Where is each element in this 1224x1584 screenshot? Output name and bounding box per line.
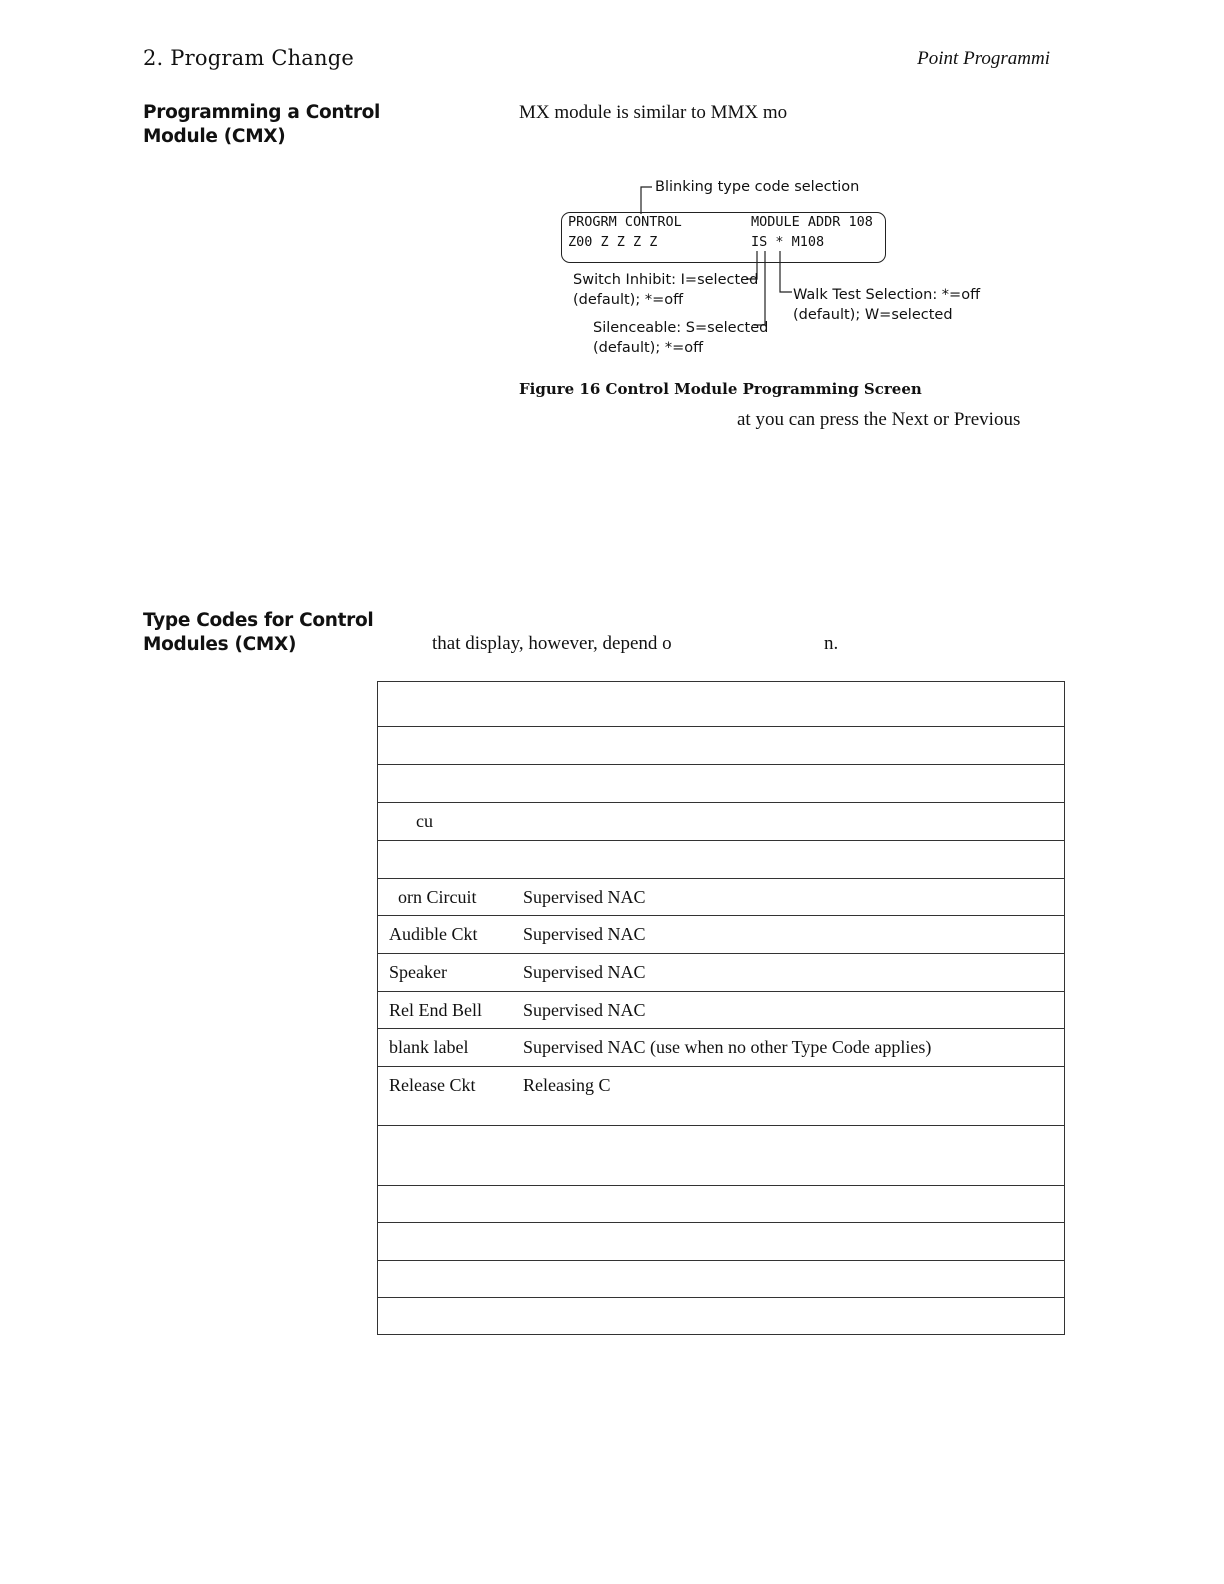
heading-line: Modules (CMX): [143, 634, 297, 655]
description-cell: [523, 765, 1065, 773]
running-header-left: 2. Program Change: [143, 46, 355, 70]
description-cell: [523, 727, 1065, 735]
type-code-cell: [389, 1223, 511, 1231]
section2-intro-text-b: n.: [824, 633, 839, 654]
type-code-cell: [389, 1126, 511, 1134]
callout-silenceable: [593, 318, 768, 358]
description-cell: Supervised NAC: [523, 886, 646, 907]
type-code-cell: orn Circuit: [389, 886, 477, 907]
table-row: [377, 764, 1065, 802]
table-row: [377, 1297, 1065, 1335]
lcd-line1-right: MODULE ADDR 108: [751, 214, 873, 230]
description-cell: Supervised NAC (use when no other Type Code applies): [523, 1036, 932, 1057]
table-row: [377, 1185, 1065, 1222]
description-cell: [523, 1261, 1065, 1269]
type-code-cell: Speaker: [389, 961, 447, 982]
type-code-cell: Audible Ckt: [389, 923, 478, 944]
description-cell: Supervised NAC: [523, 923, 646, 944]
table-row: [377, 802, 1065, 840]
callout-line: (default); *=off: [573, 292, 684, 308]
description-cell: [523, 841, 1065, 849]
table-row: [377, 1222, 1065, 1260]
table-row: [377, 1066, 1065, 1125]
description-cell: Releasing C: [523, 1074, 611, 1095]
callout-line: Switch Inhibit: I=selected: [573, 272, 759, 288]
section2-intro-text-a: that display, however, depend o: [432, 633, 672, 654]
type-code-cell: [389, 1186, 511, 1194]
description-cell: [523, 681, 1065, 689]
figure-caption: Figure 16 Control Module Programming Screen: [519, 380, 922, 398]
description-cell: [523, 1223, 1065, 1231]
table-row: [377, 1125, 1065, 1185]
heading-line: Module (CMX): [143, 126, 286, 147]
section1-intro-text: MX module is similar to MMX mo: [519, 102, 788, 123]
description-cell: [523, 1126, 1065, 1134]
callout-blinking-type-code: Blinking type code selection: [655, 179, 860, 195]
type-code-cell: [389, 765, 511, 773]
type-code-cell: [389, 727, 511, 735]
type-code-cell: Release Ckt: [389, 1074, 476, 1095]
lcd-line1-left: PROGRM CONTROL: [568, 214, 682, 230]
callout-switch-inhibit: [573, 270, 758, 310]
callout-line: (default); W=selected: [793, 307, 953, 323]
description-cell: [523, 1298, 1065, 1306]
type-code-cell: Rel End Bell: [389, 999, 482, 1020]
callout-line: Silenceable: S=selected: [593, 320, 769, 336]
type-code-cell: [389, 841, 511, 849]
table-row: [377, 726, 1065, 764]
table-row: [377, 991, 1065, 1028]
section1-after-figure-text: at you can press the Next or Previous: [737, 409, 1021, 430]
callout-line: (default); *=off: [593, 340, 704, 356]
callout-walk-test: [793, 285, 980, 325]
table-row: [377, 915, 1065, 953]
type-code-cell: cu: [389, 810, 433, 831]
heading-line: Type Codes for Control: [143, 610, 374, 631]
table-row: [377, 681, 1065, 726]
description-cell: [523, 1186, 1065, 1194]
type-code-cell: [389, 1261, 511, 1269]
description-cell: Supervised NAC: [523, 999, 646, 1020]
table-row: [377, 1260, 1065, 1297]
callout-line: Walk Test Selection: *=off: [793, 287, 981, 303]
type-code-cell: blank label: [389, 1036, 469, 1057]
lcd-line2-right: IS * M108: [751, 234, 825, 250]
type-code-cell: [389, 681, 511, 689]
section-heading-type-codes: [143, 609, 373, 657]
running-header-right: Point Programmi: [917, 48, 1050, 69]
heading-line: Programming a Control: [143, 102, 381, 123]
table-row: [377, 878, 1065, 915]
description-cell: Supervised NAC: [523, 961, 646, 982]
table-row: [377, 1028, 1065, 1066]
lcd-line2-left: Z00 Z Z Z Z: [568, 234, 658, 250]
type-code-cell: [389, 1298, 511, 1306]
table-row: [377, 840, 1065, 878]
description-cell: [523, 803, 1065, 811]
table-row: [377, 953, 1065, 991]
type-code-table: [377, 681, 1065, 1335]
